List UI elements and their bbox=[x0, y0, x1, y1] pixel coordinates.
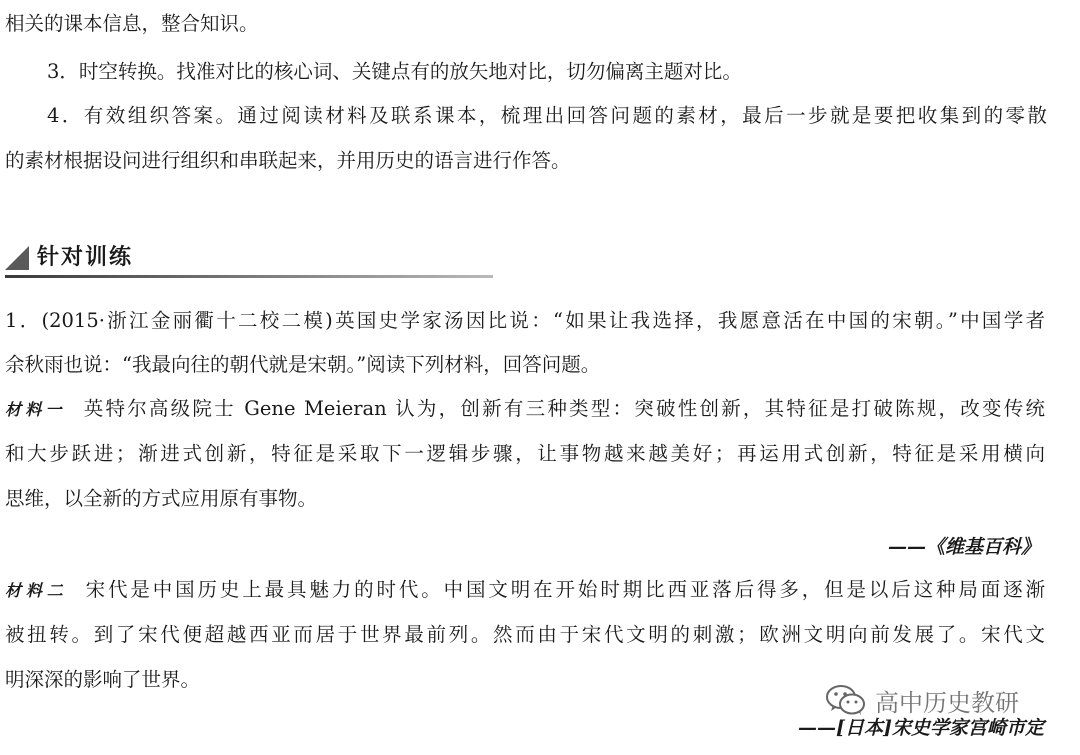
item-3-text: 3．时空转换。找准对比的核心词、关键点有的放矢地对比，切勿偏离主题对比。 bbox=[47, 60, 742, 83]
section-title: 针对训练 bbox=[37, 245, 134, 270]
material-1-source: ——《维基百科》 bbox=[887, 536, 1040, 558]
intro-tail-text: 相关的课本信息，整合知识。 bbox=[5, 12, 259, 35]
material-2-label: 材料二 bbox=[5, 581, 68, 600]
material-2-source: ——[日本]宋史学家宫崎市定 bbox=[798, 717, 1044, 739]
material-2-line-1-text: 宋代是中国历史上最具魅力的时代。中国文明在开始时期比西亚落后得多，但是以后这种局面逐渐 bbox=[85, 578, 1045, 601]
material-1-label: 材料一 bbox=[5, 400, 66, 419]
section-divider bbox=[5, 275, 493, 278]
material-1-line-1 bbox=[5, 394, 1045, 425]
material-1-line-1-text: 英特尔高级院士 Gene Meieran 认为，创新有三种类型：突破性创新，其特征是打破陈规，改变传统 bbox=[83, 397, 1045, 420]
material-2-line-2: 被扭转。到了宋代便超越西亚而居于世界最前列。然而由于宋代文明的刺激；欧洲文明向前发展了。宋代文 bbox=[5, 623, 1045, 646]
watermark-text: 高中历史教研 bbox=[875, 688, 1019, 717]
item-4-line-1: 4．有效组织答案。通过阅读材料及联系课本，梳理出回答问题的素材，最后一步就是要把收集到的零散 bbox=[47, 104, 1047, 127]
item-4-line-2: 的素材根据设问进行组织和串联起来，并用历史的语言进行作答。 bbox=[5, 149, 571, 172]
watermark bbox=[825, 680, 1019, 720]
section-heading bbox=[5, 242, 493, 278]
question-1-line-2: 余秋雨也说：“我最向往的朝代就是宋朝。”阅读下列材料，回答问题。 bbox=[5, 353, 601, 376]
material-1-line-3: 思维，以全新的方式应用原有事物。 bbox=[5, 487, 318, 510]
question-1-line-1: 1．(2015·浙江金丽衢十二校二模)英国史学家汤因比说：“如果让我选择，我愿意活在中国的宋朝。”中国学者 bbox=[5, 309, 1045, 332]
material-2-line-3: 明深深的影响了世界。 bbox=[5, 668, 201, 691]
wechat-icon bbox=[825, 683, 867, 717]
material-2-line-1 bbox=[5, 575, 1045, 606]
section-triangle-icon bbox=[5, 246, 29, 270]
material-1-line-2: 和大步跃进；渐进式创新，特征是采取下一逻辑步骤，让事物越来越美好；再运用式创新，特征是采用横向 bbox=[5, 442, 1045, 465]
